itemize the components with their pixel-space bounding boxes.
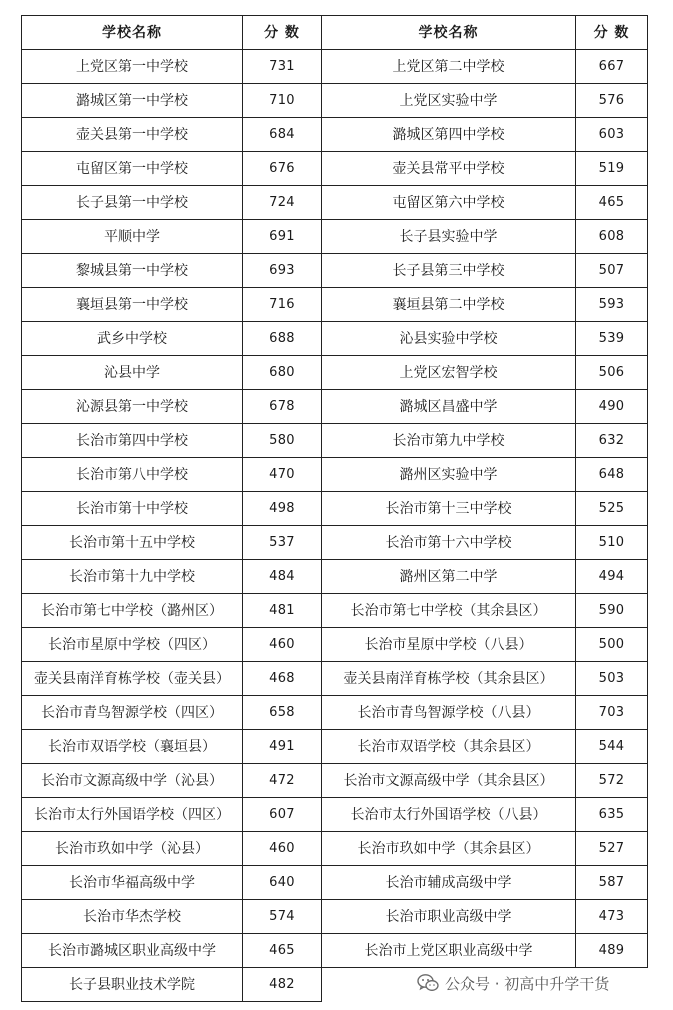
table-row <box>22 696 648 730</box>
school-name-left: 壶关县南洋育栋学校（壶关县） <box>22 662 243 696</box>
score-right: 519 <box>576 152 648 186</box>
school-name-left: 长治市潞城区职业高级中学 <box>22 934 243 968</box>
school-name-left: 长治市星原中学校（四区） <box>22 628 243 662</box>
score-right: 473 <box>576 900 648 934</box>
school-name-left: 长治市第七中学校（潞州区） <box>22 594 243 628</box>
table-body <box>22 50 648 1002</box>
score-left: 470 <box>243 458 322 492</box>
score-left: 658 <box>243 696 322 730</box>
school-name-left: 上党区第一中学校 <box>22 50 243 84</box>
school-name-right: 长治市第九中学校 <box>322 424 576 458</box>
school-name-right: 上党区第二中学校 <box>322 50 576 84</box>
score-right: 587 <box>576 866 648 900</box>
school-name-left: 长治市华福高级中学 <box>22 866 243 900</box>
school-name-right: 壶关县南洋育栋学校（其余县区） <box>322 662 576 696</box>
score-right: 500 <box>576 628 648 662</box>
school-name-left: 沁源县第一中学校 <box>22 390 243 424</box>
school-name-left: 长治市第十中学校 <box>22 492 243 526</box>
score-right: 506 <box>576 356 648 390</box>
table-row <box>22 798 648 832</box>
table-row <box>22 526 648 560</box>
school-name-left: 潞城区第一中学校 <box>22 84 243 118</box>
school-name-left: 长治市第四中学校 <box>22 424 243 458</box>
score-left: 460 <box>243 832 322 866</box>
school-name-left: 长治市玖如中学（沁县） <box>22 832 243 866</box>
school-name-left: 长治市第十九中学校 <box>22 560 243 594</box>
score-table-container <box>21 15 647 1002</box>
school-name-right: 潞州区第二中学 <box>322 560 576 594</box>
score-left: 693 <box>243 254 322 288</box>
wechat-icon <box>417 973 439 993</box>
table-row <box>22 390 648 424</box>
school-name-right: 长治市第十六中学校 <box>322 526 576 560</box>
score-right: 525 <box>576 492 648 526</box>
header-score-left: 分 数 <box>243 16 322 50</box>
table-row <box>22 220 648 254</box>
score-left: 684 <box>243 118 322 152</box>
school-name-right: 壶关县常平中学校 <box>322 152 576 186</box>
score-right: 539 <box>576 322 648 356</box>
table-row <box>22 628 648 662</box>
table-row <box>22 934 648 968</box>
table-row <box>22 900 648 934</box>
table-row <box>22 560 648 594</box>
score-left: 465 <box>243 934 322 968</box>
table-row <box>22 152 648 186</box>
table-row <box>22 186 648 220</box>
score-left: 731 <box>243 50 322 84</box>
school-name-right: 长治市青鸟智源学校（八县） <box>322 696 576 730</box>
score-right: 635 <box>576 798 648 832</box>
score-left: 680 <box>243 356 322 390</box>
school-name-left: 长治市双语学校（襄垣县） <box>22 730 243 764</box>
school-name-right: 长治市文源高级中学（其余县区） <box>322 764 576 798</box>
table-header-row <box>22 16 648 50</box>
score-right: 544 <box>576 730 648 764</box>
school-name-right: 长治市第七中学校（其余县区） <box>322 594 576 628</box>
table-row <box>22 662 648 696</box>
table-row <box>22 866 648 900</box>
score-left: 491 <box>243 730 322 764</box>
school-name-right: 潞城区第四中学校 <box>322 118 576 152</box>
score-right: 507 <box>576 254 648 288</box>
score-left: 607 <box>243 798 322 832</box>
school-name-right: 长治市太行外国语学校（八县） <box>322 798 576 832</box>
score-right: 503 <box>576 662 648 696</box>
header-school-name-right: 学校名称 <box>322 16 576 50</box>
table-row <box>22 424 648 458</box>
school-name-left: 平顺中学 <box>22 220 243 254</box>
school-name-right: 长治市辅成高级中学 <box>322 866 576 900</box>
school-name-right: 长治市上党区职业高级中学 <box>322 934 576 968</box>
table-row <box>22 50 648 84</box>
school-name-left: 长治市第八中学校 <box>22 458 243 492</box>
school-name-left: 沁县中学 <box>22 356 243 390</box>
score-left: 468 <box>243 662 322 696</box>
score-right: 576 <box>576 84 648 118</box>
table-row <box>22 356 648 390</box>
score-right: 703 <box>576 696 648 730</box>
score-right: 527 <box>576 832 648 866</box>
school-name-right: 长治市第十三中学校 <box>322 492 576 526</box>
school-name-right: 襄垣县第二中学校 <box>322 288 576 322</box>
score-right: 593 <box>576 288 648 322</box>
school-name-right: 上党区宏智学校 <box>322 356 576 390</box>
school-name-right: 沁县实验中学校 <box>322 322 576 356</box>
school-name-left: 黎城县第一中学校 <box>22 254 243 288</box>
score-right: 590 <box>576 594 648 628</box>
school-name-right: 长治市职业高级中学 <box>322 900 576 934</box>
score-right: 632 <box>576 424 648 458</box>
school-name-left: 长治市太行外国语学校（四区） <box>22 798 243 832</box>
wechat-watermark <box>417 972 613 994</box>
score-left: 472 <box>243 764 322 798</box>
school-name-right: 上党区实验中学 <box>322 84 576 118</box>
score-left: 724 <box>243 186 322 220</box>
table-row <box>22 492 648 526</box>
school-name-left: 长治市文源高级中学（沁县） <box>22 764 243 798</box>
school-name-left: 屯留区第一中学校 <box>22 152 243 186</box>
school-name-right: 潞州区实验中学 <box>322 458 576 492</box>
table-row <box>22 832 648 866</box>
school-name-left: 长治市第十五中学校 <box>22 526 243 560</box>
score-right: 608 <box>576 220 648 254</box>
table-row <box>22 764 648 798</box>
score-right: 667 <box>576 50 648 84</box>
score-left: 498 <box>243 492 322 526</box>
score-left: 691 <box>243 220 322 254</box>
score-right: 572 <box>576 764 648 798</box>
school-name-right: 潞城区昌盛中学 <box>322 390 576 424</box>
score-left: 537 <box>243 526 322 560</box>
score-right: 603 <box>576 118 648 152</box>
score-left: 678 <box>243 390 322 424</box>
score-left: 676 <box>243 152 322 186</box>
score-left: 574 <box>243 900 322 934</box>
school-name-left: 长治市华杰学校 <box>22 900 243 934</box>
score-right: 494 <box>576 560 648 594</box>
score-left: 688 <box>243 322 322 356</box>
score-right: 489 <box>576 934 648 968</box>
table-row <box>22 322 648 356</box>
score-left: 482 <box>243 968 322 1002</box>
score-right: 510 <box>576 526 648 560</box>
score-left: 484 <box>243 560 322 594</box>
school-name-left: 襄垣县第一中学校 <box>22 288 243 322</box>
school-name-right: 长治市双语学校（其余县区） <box>322 730 576 764</box>
school-name-right: 长治市星原中学校（八县） <box>322 628 576 662</box>
header-school-name-left: 学校名称 <box>22 16 243 50</box>
score-right: 465 <box>576 186 648 220</box>
school-name-left: 武乡中学校 <box>22 322 243 356</box>
school-name-left: 壶关县第一中学校 <box>22 118 243 152</box>
school-name-right: 长治市玖如中学（其余县区） <box>322 832 576 866</box>
school-name-left: 长子县第一中学校 <box>22 186 243 220</box>
table-row <box>22 254 648 288</box>
header-score-right: 分 数 <box>576 16 648 50</box>
school-name-right: 长子县实验中学 <box>322 220 576 254</box>
score-right: 648 <box>576 458 648 492</box>
score-right: 490 <box>576 390 648 424</box>
table-row <box>22 594 648 628</box>
score-left: 580 <box>243 424 322 458</box>
school-name-left: 长治市青鸟智源学校（四区） <box>22 696 243 730</box>
school-name-left: 长子县职业技术学院 <box>22 968 243 1002</box>
table-row <box>22 458 648 492</box>
watermark-text: 公众号 · 初高中升学干货 <box>445 974 610 993</box>
score-left: 460 <box>243 628 322 662</box>
table-row <box>22 730 648 764</box>
school-name-right: 长子县第三中学校 <box>322 254 576 288</box>
score-left: 481 <box>243 594 322 628</box>
score-table <box>21 15 648 1002</box>
score-left: 640 <box>243 866 322 900</box>
score-left: 710 <box>243 84 322 118</box>
table-row <box>22 84 648 118</box>
school-name-right: 屯留区第六中学校 <box>322 186 576 220</box>
table-row <box>22 118 648 152</box>
score-left: 716 <box>243 288 322 322</box>
table-row <box>22 288 648 322</box>
